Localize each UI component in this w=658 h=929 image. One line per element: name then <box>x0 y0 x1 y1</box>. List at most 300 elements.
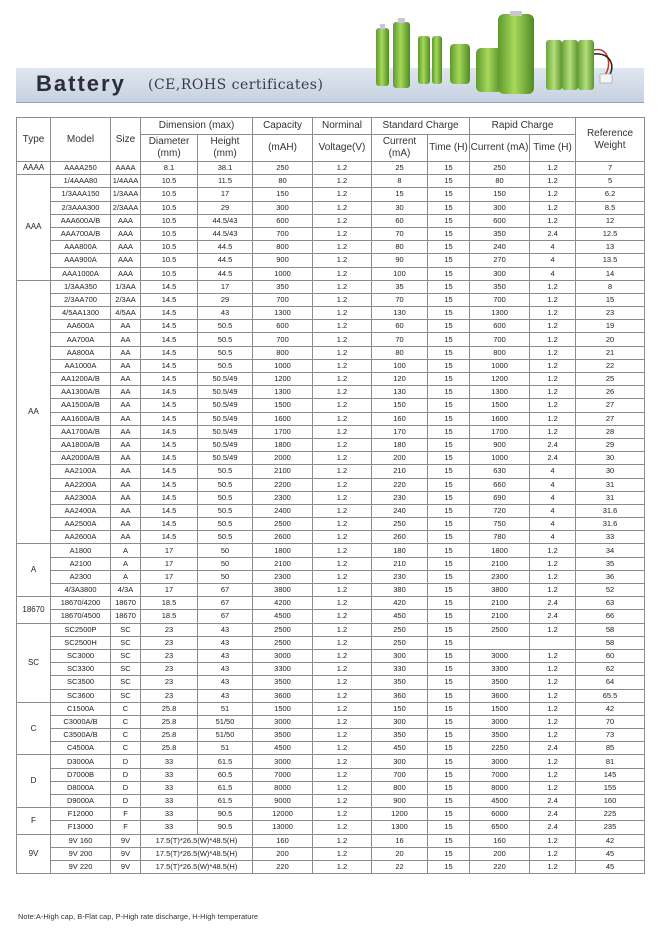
weight-cell: 60 <box>576 649 645 662</box>
size-cell: AAA <box>111 241 141 254</box>
standard-current-cell: 300 <box>372 649 428 662</box>
height-cell: 60.5 <box>198 768 253 781</box>
table-row <box>17 373 645 386</box>
standard-current-cell: 260 <box>372 531 428 544</box>
rapid-time-cell: 1.2 <box>530 359 576 372</box>
battery-spec-body <box>17 162 645 874</box>
standard-time-header: Time (H) <box>428 135 470 162</box>
voltage-cell: 1.2 <box>313 227 372 240</box>
standard-time-cell: 15 <box>428 860 470 873</box>
table-row <box>17 412 645 425</box>
rapid-time-cell: 1.2 <box>530 425 576 438</box>
diameter-cell: 33 <box>141 821 198 834</box>
type-group-cell: D <box>17 755 51 808</box>
size-cell: 18670 <box>111 597 141 610</box>
standard-time-cell: 15 <box>428 478 470 491</box>
voltage-cell: 1.2 <box>313 465 372 478</box>
height-cell: 50.5 <box>198 320 253 333</box>
rapid-current-cell: 3600 <box>470 689 530 702</box>
diameter-cell: 10.5 <box>141 188 198 201</box>
model-cell: SC3600 <box>51 689 111 702</box>
rapid-current-cell: 720 <box>470 504 530 517</box>
size-cell: SC <box>111 663 141 676</box>
standard-current-cell: 180 <box>372 544 428 557</box>
height-cell: 50 <box>198 570 253 583</box>
table-row <box>17 478 645 491</box>
diameter-cell: 17.5(T)*26.5(W)*48.5(H) <box>141 860 253 873</box>
size-cell: AAAA <box>111 162 141 175</box>
rapid-time-cell: 1.2 <box>530 373 576 386</box>
standard-current-cell: 240 <box>372 504 428 517</box>
standard-time-cell: 15 <box>428 359 470 372</box>
rapid-time-cell: 1.2 <box>530 755 576 768</box>
capacity-cell: 2100 <box>253 465 313 478</box>
standard-current-cell: 300 <box>372 755 428 768</box>
capacity-cell: 160 <box>253 834 313 847</box>
size-cell: AA <box>111 386 141 399</box>
weight-cell: 28 <box>576 425 645 438</box>
weight-cell: 64 <box>576 676 645 689</box>
rapid-current-cell: 800 <box>470 346 530 359</box>
size-header: Size <box>111 118 141 162</box>
nominal-header: Norminal <box>313 118 372 135</box>
rapid-time-cell: 1.2 <box>530 715 576 728</box>
weight-cell: 66 <box>576 610 645 623</box>
size-cell: AA <box>111 399 141 412</box>
weight-cell: 5 <box>576 175 645 188</box>
rapid-current-cell: 1300 <box>470 386 530 399</box>
capacity-cell: 200 <box>253 847 313 860</box>
size-cell: D <box>111 755 141 768</box>
rapid-time-cell: 1.2 <box>530 663 576 676</box>
diameter-cell: 14.5 <box>141 359 198 372</box>
rapid-current-cell: 240 <box>470 241 530 254</box>
rapid-time-cell: 1.2 <box>530 544 576 557</box>
standard-time-cell: 15 <box>428 702 470 715</box>
diameter-cell: 18.5 <box>141 610 198 623</box>
model-cell: 18670/4500 <box>51 610 111 623</box>
height-cell: 50.5 <box>198 504 253 517</box>
voltage-cell: 1.2 <box>313 781 372 794</box>
standard-time-cell: 15 <box>428 267 470 280</box>
standard-current-cell: 30 <box>372 201 428 214</box>
height-header: Height (mm) <box>198 135 253 162</box>
capacity-cell: 800 <box>253 346 313 359</box>
table-row <box>17 359 645 372</box>
type-group-cell: AA <box>17 280 51 544</box>
size-cell: AA <box>111 478 141 491</box>
standard-current-header: Current (mA) <box>372 135 428 162</box>
table-row <box>17 425 645 438</box>
model-cell: SC3500 <box>51 676 111 689</box>
weight-cell: 23 <box>576 307 645 320</box>
size-cell: F <box>111 821 141 834</box>
standard-current-cell: 150 <box>372 399 428 412</box>
standard-current-cell: 60 <box>372 320 428 333</box>
standard-time-cell: 15 <box>428 438 470 451</box>
capacity-cell: 9000 <box>253 795 313 808</box>
model-cell: SC3300 <box>51 663 111 676</box>
weight-cell: 21 <box>576 346 645 359</box>
voltage-cell: 1.2 <box>313 623 372 636</box>
rapid-current-cell: 1000 <box>470 452 530 465</box>
size-cell: D <box>111 768 141 781</box>
rapid-current-cell: 690 <box>470 491 530 504</box>
size-cell: AA <box>111 504 141 517</box>
standard-current-cell: 16 <box>372 834 428 847</box>
model-cell: D3000A <box>51 755 111 768</box>
capacity-cell: 1000 <box>253 267 313 280</box>
height-cell: 43 <box>198 689 253 702</box>
model-cell: A1800 <box>51 544 111 557</box>
weight-cell: 22 <box>576 359 645 372</box>
weight-cell: 35 <box>576 557 645 570</box>
type-group-cell: SC <box>17 623 51 702</box>
rapid-time-cell: 4 <box>530 504 576 517</box>
size-cell: AAA <box>111 267 141 280</box>
voltage-cell: 1.2 <box>313 175 372 188</box>
model-cell: SC2500P <box>51 623 111 636</box>
model-cell: AA700A <box>51 333 111 346</box>
voltage-cell: 1.2 <box>313 359 372 372</box>
height-cell: 44.5 <box>198 267 253 280</box>
standard-time-cell: 15 <box>428 795 470 808</box>
standard-time-cell: 15 <box>428 307 470 320</box>
capacity-cell: 700 <box>253 333 313 346</box>
table-row <box>17 808 645 821</box>
height-cell: 43 <box>198 307 253 320</box>
rapid-time-cell: 1.2 <box>530 399 576 412</box>
standard-time-cell: 15 <box>428 755 470 768</box>
capacity-unit-header: (mAH) <box>253 135 313 162</box>
table-row <box>17 162 645 175</box>
standard-time-cell: 15 <box>428 214 470 227</box>
model-cell: A2300 <box>51 570 111 583</box>
standard-current-cell: 420 <box>372 597 428 610</box>
diameter-cell: 14.5 <box>141 531 198 544</box>
rapid-time-cell: 2.4 <box>530 742 576 755</box>
height-cell: 90.5 <box>198 808 253 821</box>
rapid-current-cell: 200 <box>470 847 530 860</box>
capacity-cell: 2500 <box>253 518 313 531</box>
height-cell: 50.5/49 <box>198 373 253 386</box>
voltage-cell: 1.2 <box>313 518 372 531</box>
model-cell: 9V 160 <box>51 834 111 847</box>
rapid-current-cell: 2300 <box>470 570 530 583</box>
diameter-cell: 33 <box>141 768 198 781</box>
size-cell: AA <box>111 412 141 425</box>
height-cell: 44.5/43 <box>198 227 253 240</box>
table-row <box>17 742 645 755</box>
voltage-cell: 1.2 <box>313 280 372 293</box>
type-group-cell: F <box>17 808 51 834</box>
diameter-cell: 33 <box>141 781 198 794</box>
size-cell: AA <box>111 359 141 372</box>
standard-time-cell: 15 <box>428 333 470 346</box>
weight-cell: 42 <box>576 702 645 715</box>
size-cell: A <box>111 557 141 570</box>
model-cell: AAA700A/B <box>51 227 111 240</box>
capacity-cell: 2100 <box>253 557 313 570</box>
capacity-cell: 13000 <box>253 821 313 834</box>
size-cell: 1/4AAA <box>111 175 141 188</box>
standard-current-cell: 250 <box>372 623 428 636</box>
voltage-cell: 1.2 <box>313 425 372 438</box>
standard-current-cell: 15 <box>372 188 428 201</box>
rapid-time-cell: 1.2 <box>530 307 576 320</box>
standard-time-cell: 15 <box>428 623 470 636</box>
standard-current-cell: 380 <box>372 584 428 597</box>
model-cell: 9V 220 <box>51 860 111 873</box>
capacity-cell: 2000 <box>253 452 313 465</box>
standard-time-cell: 15 <box>428 320 470 333</box>
rapid-current-cell: 1500 <box>470 399 530 412</box>
rapid-current-cell: 6000 <box>470 808 530 821</box>
diameter-header: Diameter (mm) <box>141 135 198 162</box>
height-cell: 67 <box>198 597 253 610</box>
table-row <box>17 610 645 623</box>
weight-cell: 31 <box>576 478 645 491</box>
standard-current-cell: 180 <box>372 438 428 451</box>
size-cell: AA <box>111 438 141 451</box>
standard-current-cell: 360 <box>372 689 428 702</box>
table-row <box>17 597 645 610</box>
type-header: Type <box>17 118 51 162</box>
rapid-current-cell <box>470 636 530 649</box>
standard-time-cell: 15 <box>428 491 470 504</box>
standard-time-cell: 15 <box>428 293 470 306</box>
diameter-cell: 10.5 <box>141 175 198 188</box>
model-cell: AA2300A <box>51 491 111 504</box>
diameter-cell: 10.5 <box>141 227 198 240</box>
diameter-cell: 14.5 <box>141 280 198 293</box>
capacity-cell: 700 <box>253 293 313 306</box>
voltage-cell: 1.2 <box>313 438 372 451</box>
standard-time-cell: 15 <box>428 531 470 544</box>
model-cell: AAA900A <box>51 254 111 267</box>
diameter-cell: 23 <box>141 689 198 702</box>
model-cell: AA1200A/B <box>51 373 111 386</box>
height-cell: 44.5 <box>198 254 253 267</box>
model-cell: C3500A/B <box>51 729 111 742</box>
capacity-cell: 2500 <box>253 636 313 649</box>
weight-cell: 26 <box>576 386 645 399</box>
diameter-cell: 17 <box>141 557 198 570</box>
table-row <box>17 649 645 662</box>
rapid-time-cell: 2.4 <box>530 438 576 451</box>
rapid-time-cell: 2.4 <box>530 452 576 465</box>
table-row <box>17 504 645 517</box>
standard-current-cell: 100 <box>372 267 428 280</box>
model-cell: 2/3AAA300 <box>51 201 111 214</box>
type-group-cell: A <box>17 544 51 597</box>
standard-current-cell: 100 <box>372 359 428 372</box>
model-cell: AA600A <box>51 320 111 333</box>
capacity-cell: 1700 <box>253 425 313 438</box>
rapid-current-cell: 600 <box>470 320 530 333</box>
type-group-cell: 18670 <box>17 597 51 623</box>
standard-time-cell: 15 <box>428 346 470 359</box>
table-row <box>17 768 645 781</box>
height-cell: 50.5 <box>198 465 253 478</box>
rapid-current-cell: 1700 <box>470 425 530 438</box>
rapid-current-cell: 3800 <box>470 584 530 597</box>
capacity-cell: 7000 <box>253 768 313 781</box>
height-cell: 38.1 <box>198 162 253 175</box>
standard-time-cell: 15 <box>428 412 470 425</box>
table-row <box>17 689 645 702</box>
voltage-cell: 1.2 <box>313 267 372 280</box>
standard-time-cell: 15 <box>428 729 470 742</box>
table-row <box>17 280 645 293</box>
table-row <box>17 860 645 873</box>
weight-cell: 58 <box>576 636 645 649</box>
capacity-cell: 1200 <box>253 373 313 386</box>
diameter-cell: 14.5 <box>141 412 198 425</box>
rapid-time-cell: 1.2 <box>530 570 576 583</box>
capacity-cell: 3000 <box>253 715 313 728</box>
standard-current-cell: 300 <box>372 715 428 728</box>
table-row <box>17 346 645 359</box>
voltage-cell: 1.2 <box>313 478 372 491</box>
model-cell: C4500A <box>51 742 111 755</box>
rapid-time-cell: 4 <box>530 478 576 491</box>
model-cell: AA800A <box>51 346 111 359</box>
height-cell: 50.5 <box>198 333 253 346</box>
standard-current-cell: 210 <box>372 557 428 570</box>
table-row <box>17 465 645 478</box>
rapid-time-cell: 4 <box>530 267 576 280</box>
diameter-cell: 17 <box>141 544 198 557</box>
diameter-cell: 23 <box>141 649 198 662</box>
standard-current-cell: 130 <box>372 307 428 320</box>
voltage-cell: 1.2 <box>313 386 372 399</box>
diameter-cell: 14.5 <box>141 320 198 333</box>
rapid-time-cell: 1.2 <box>530 333 576 346</box>
size-cell: 1/3AA <box>111 280 141 293</box>
height-cell: 51/50 <box>198 729 253 742</box>
size-cell: F <box>111 808 141 821</box>
standard-current-cell: 70 <box>372 227 428 240</box>
capacity-cell: 600 <box>253 214 313 227</box>
standard-time-cell: 15 <box>428 636 470 649</box>
standard-current-cell: 250 <box>372 518 428 531</box>
capacity-cell: 1500 <box>253 702 313 715</box>
voltage-cell: 1.2 <box>313 847 372 860</box>
rapid-current-cell: 1600 <box>470 412 530 425</box>
weight-cell: 58 <box>576 623 645 636</box>
weight-cell: 30 <box>576 452 645 465</box>
rapid-current-cell: 2500 <box>470 623 530 636</box>
diameter-cell: 33 <box>141 808 198 821</box>
table-row <box>17 702 645 715</box>
capacity-header: Capacity <box>253 118 313 135</box>
weight-cell: 34 <box>576 544 645 557</box>
model-cell: 2/3AA700 <box>51 293 111 306</box>
rapid-current-cell: 300 <box>470 201 530 214</box>
rapid-time-cell: 1.2 <box>530 781 576 794</box>
diameter-cell: 18.5 <box>141 597 198 610</box>
standard-time-cell: 15 <box>428 399 470 412</box>
height-cell: 29 <box>198 293 253 306</box>
size-cell: AAA <box>111 227 141 240</box>
standard-current-cell: 800 <box>372 781 428 794</box>
capacity-cell: 2300 <box>253 570 313 583</box>
rapid-current-cell: 600 <box>470 214 530 227</box>
size-cell: AA <box>111 491 141 504</box>
model-cell: SC2500H <box>51 636 111 649</box>
height-cell: 61.5 <box>198 755 253 768</box>
diameter-cell: 14.5 <box>141 478 198 491</box>
diameter-cell: 25.8 <box>141 729 198 742</box>
voltage-cell: 1.2 <box>313 649 372 662</box>
battery-spec-table <box>16 117 645 874</box>
standard-time-cell: 15 <box>428 847 470 860</box>
size-cell: C <box>111 715 141 728</box>
size-cell: AA <box>111 320 141 333</box>
weight-cell: 30 <box>576 465 645 478</box>
rapid-time-cell: 1.2 <box>530 188 576 201</box>
rapid-current-cell: 3000 <box>470 649 530 662</box>
standard-time-cell: 15 <box>428 373 470 386</box>
rapid-time-cell: 4 <box>530 465 576 478</box>
diameter-cell: 14.5 <box>141 386 198 399</box>
capacity-cell: 1800 <box>253 544 313 557</box>
table-row <box>17 188 645 201</box>
standard-time-cell: 15 <box>428 610 470 623</box>
rapid-current-cell: 4500 <box>470 795 530 808</box>
height-cell: 51/50 <box>198 715 253 728</box>
rapid-time-cell: 1.2 <box>530 175 576 188</box>
diameter-cell: 25.8 <box>141 742 198 755</box>
voltage-cell: 1.2 <box>313 702 372 715</box>
table-row <box>17 847 645 860</box>
voltage-cell: 1.2 <box>313 768 372 781</box>
table-row <box>17 491 645 504</box>
rapid-time-cell: 4 <box>530 241 576 254</box>
model-cell: D8000A <box>51 781 111 794</box>
standard-time-cell: 15 <box>428 518 470 531</box>
weight-cell: 13.5 <box>576 254 645 267</box>
voltage-cell: 1.2 <box>313 584 372 597</box>
model-cell: 9V 200 <box>51 847 111 860</box>
diameter-cell: 25.8 <box>141 715 198 728</box>
rapid-current-cell: 3000 <box>470 755 530 768</box>
standard-time-cell: 15 <box>428 834 470 847</box>
height-cell: 50.5/49 <box>198 452 253 465</box>
standard-current-cell: 250 <box>372 636 428 649</box>
standard-current-cell: 230 <box>372 570 428 583</box>
rapid-time-cell: 1.2 <box>530 214 576 227</box>
weight-cell: 45 <box>576 847 645 860</box>
diameter-cell: 33 <box>141 795 198 808</box>
voltage-cell: 1.2 <box>313 346 372 359</box>
voltage-cell: 1.2 <box>313 188 372 201</box>
weight-cell: 12.5 <box>576 227 645 240</box>
weight-cell: 31.6 <box>576 504 645 517</box>
rapid-current-cell: 6500 <box>470 821 530 834</box>
diameter-cell: 10.5 <box>141 267 198 280</box>
capacity-cell: 1600 <box>253 412 313 425</box>
model-cell: 18670/4200 <box>51 597 111 610</box>
table-row <box>17 241 645 254</box>
weight-cell: 19 <box>576 320 645 333</box>
standard-time-cell: 15 <box>428 676 470 689</box>
model-cell: SC3000 <box>51 649 111 662</box>
table-row <box>17 267 645 280</box>
rapid-time-cell: 1.2 <box>530 412 576 425</box>
size-cell: 2/3AAA <box>111 201 141 214</box>
